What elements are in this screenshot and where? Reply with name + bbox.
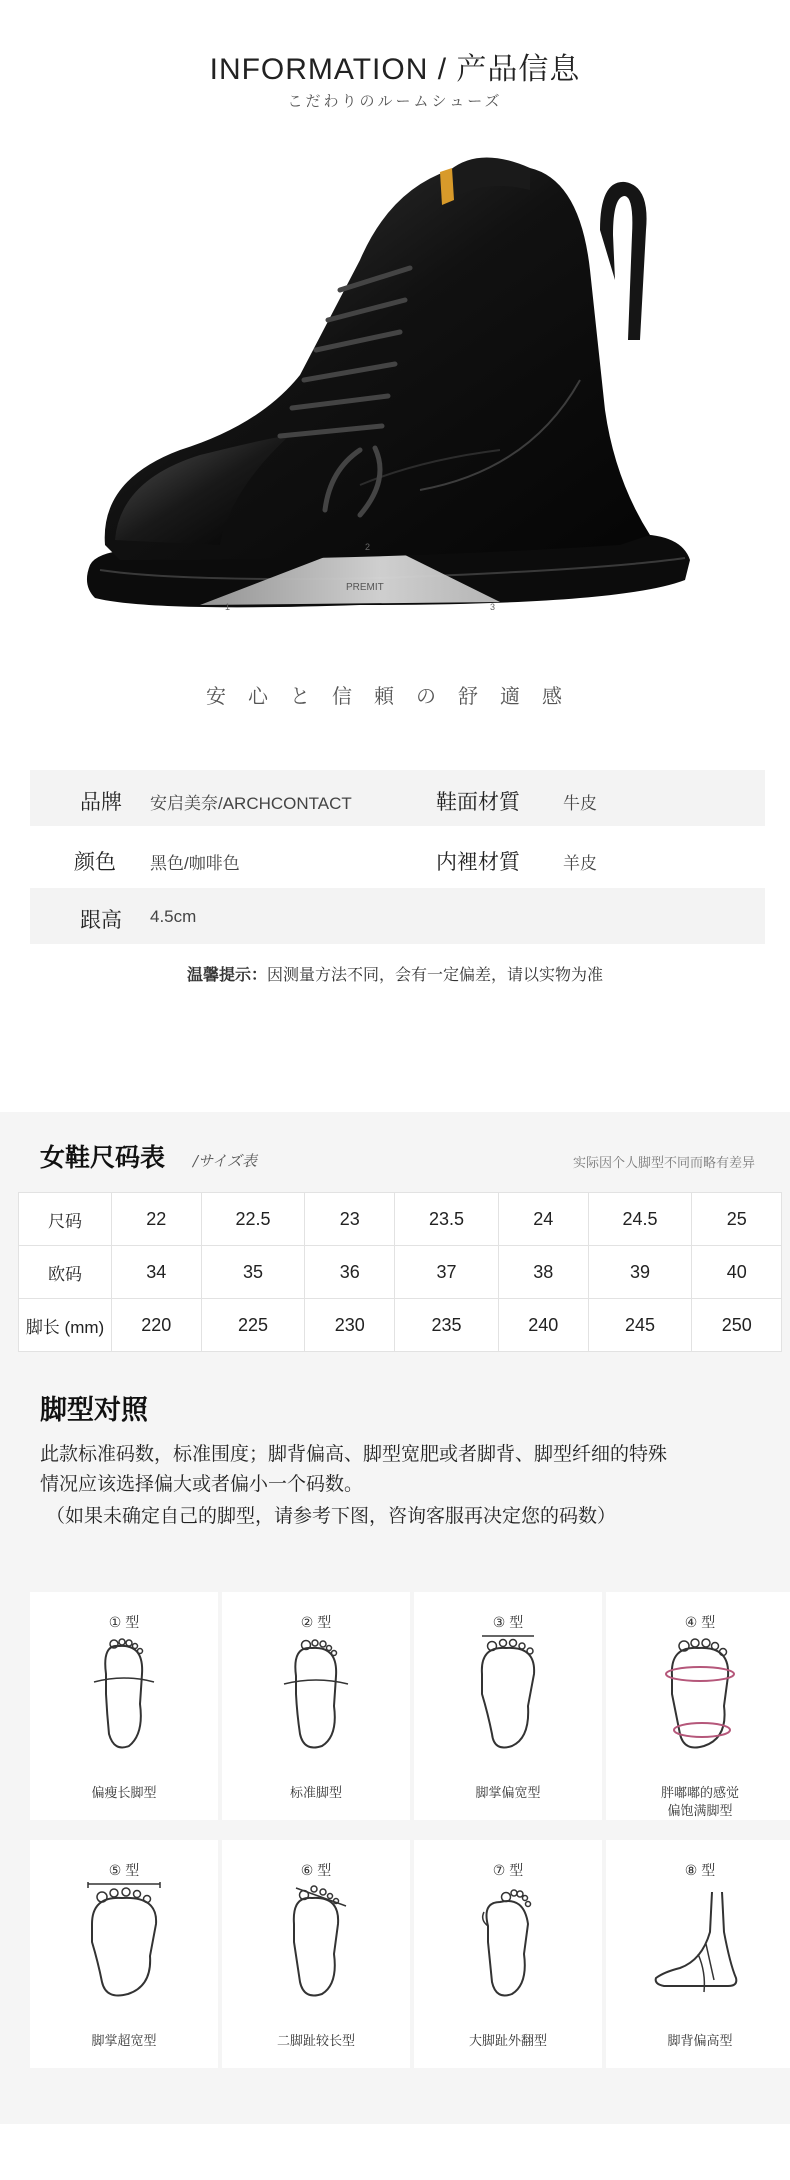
bunion-foot-icon	[458, 1882, 558, 2002]
spec-upper-value: 牛皮	[563, 794, 597, 813]
foot-card-6	[222, 1840, 410, 2068]
heel-mark-1: 1	[225, 602, 231, 612]
black-leather-ankle-boot-icon	[60, 150, 730, 650]
foot-card-5	[30, 1840, 218, 2068]
table-cell: 24.5	[588, 1193, 692, 1246]
notice	[0, 962, 790, 985]
table-cell: 23	[305, 1193, 395, 1246]
foot-card-1	[30, 1592, 218, 1820]
spec-row-brand	[30, 770, 765, 826]
size-chart-subtitle: /サイズ表	[193, 1152, 257, 1170]
size-table	[18, 1192, 782, 1352]
table-cell: 245	[588, 1299, 692, 1352]
card-number: ⑧ 型	[684, 1862, 716, 1878]
spec-brand-value: 安启美奈/ARCHCONTACT	[150, 794, 352, 813]
card-number: ⑥ 型	[300, 1862, 332, 1878]
slim-foot-icon	[74, 1634, 174, 1754]
card-number: ① 型	[108, 1614, 140, 1630]
card-label: 胖嘟嘟的感觉	[660, 1785, 739, 1800]
card-label: 大脚趾外翻型	[468, 2033, 547, 2048]
foot-card-2	[222, 1592, 410, 1820]
spec-lining-value: 羊皮	[563, 854, 597, 873]
chubby-foot-icon	[650, 1634, 750, 1754]
table-row	[19, 1299, 782, 1352]
spec-heel-label: 跟高	[80, 909, 122, 932]
table-cell: 39	[588, 1246, 692, 1299]
foot-card-3	[414, 1592, 602, 1820]
long-second-toe-foot-icon	[266, 1882, 366, 2002]
card-number: ⑤ 型	[108, 1862, 140, 1878]
spec-color-value: 黑色/咖啡色	[150, 854, 240, 873]
table-cell: 36	[305, 1246, 395, 1299]
heel-mark-3: 3	[490, 602, 496, 612]
spec-heel-value: 4.5cm	[150, 907, 197, 926]
boot-image	[60, 150, 730, 650]
table-row	[19, 1193, 782, 1246]
table-cell: 250	[692, 1299, 782, 1352]
table-cell: 34	[112, 1246, 202, 1299]
card-number: ④ 型	[684, 1614, 716, 1630]
foot-card-4	[606, 1592, 790, 1820]
card-label: 脚掌偏宽型	[475, 1785, 541, 1800]
table-row	[19, 1246, 782, 1299]
foot-card-7	[414, 1840, 602, 2068]
row-label: 尺码	[19, 1193, 112, 1246]
row-label: 脚长 (mm)	[19, 1299, 112, 1352]
table-cell: 37	[395, 1246, 499, 1299]
spec-lining-label: 内裡材質	[436, 851, 520, 874]
size-chart-title: 女鞋尺码表	[40, 1144, 166, 1172]
extra-wide-foot-icon	[74, 1882, 174, 2002]
spec-row-heel	[30, 888, 765, 944]
card-label: 标准脚型	[289, 1785, 342, 1800]
info-title: INFORMATION / 产品信息	[209, 53, 581, 86]
table-cell: 240	[498, 1299, 588, 1352]
card-label: 偏瘦长脚型	[91, 1785, 157, 1800]
spec-row-color	[30, 830, 765, 886]
heel-text: PREMIT	[346, 582, 384, 593]
tagline: 安心と信頼の舒適感	[206, 684, 584, 708]
card-label-secondary: 偏饱满脚型	[667, 1803, 733, 1818]
table-cell: 35	[201, 1246, 305, 1299]
table-cell: 23.5	[395, 1193, 499, 1246]
card-number: ② 型	[300, 1614, 332, 1630]
card-number: ⑦ 型	[492, 1862, 524, 1878]
notice-strong: 温馨提示：	[186, 967, 267, 984]
table-cell: 220	[112, 1299, 202, 1352]
card-label: 脚掌超宽型	[91, 2033, 157, 2048]
standard-foot-icon	[266, 1634, 366, 1754]
row-label: 欧码	[19, 1246, 112, 1299]
info-subtitle: こだわりのルームシューズ	[287, 92, 503, 110]
table-cell: 40	[692, 1246, 782, 1299]
spec-upper-label: 鞋面材質	[436, 791, 520, 814]
table-cell: 230	[305, 1299, 395, 1352]
table-cell: 38	[498, 1246, 588, 1299]
foot-card-8	[606, 1840, 790, 2068]
spec-color-label: 颜色	[74, 851, 116, 874]
size-chart-note: 实际因个人脚型不同而略有差异	[573, 1156, 756, 1171]
foot-type-desc-2: 情况应该选择偏大或者偏小一个码数。	[40, 1474, 364, 1495]
table-cell: 22.5	[201, 1193, 305, 1246]
table-cell: 22	[112, 1193, 202, 1246]
high-instep-foot-icon	[650, 1882, 750, 2002]
card-label: 脚背偏高型	[667, 2033, 733, 2048]
foot-type-desc-3: （如果未确定自己的脚型，请参考下图，咨询客服再决定您的码数）	[46, 1506, 617, 1527]
table-cell: 25	[692, 1193, 782, 1246]
table-cell: 235	[395, 1299, 499, 1352]
spec-brand-label: 品牌	[80, 791, 122, 814]
notice-text: 因测量方法不同，会有一定偏差，请以实物为准	[267, 967, 604, 984]
wide-sole-foot-icon	[458, 1634, 558, 1754]
table-cell: 225	[201, 1299, 305, 1352]
heel-mark-2: 2	[365, 542, 371, 552]
foot-type-title: 脚型对照	[40, 1395, 148, 1425]
foot-type-desc-1: 此款标准码数，标准围度；脚背偏高、脚型宽肥或者脚背、脚型纤细的特殊	[40, 1444, 668, 1465]
card-number: ③ 型	[492, 1614, 524, 1630]
table-cell: 24	[498, 1193, 588, 1246]
card-label: 二脚趾较长型	[276, 2033, 355, 2048]
